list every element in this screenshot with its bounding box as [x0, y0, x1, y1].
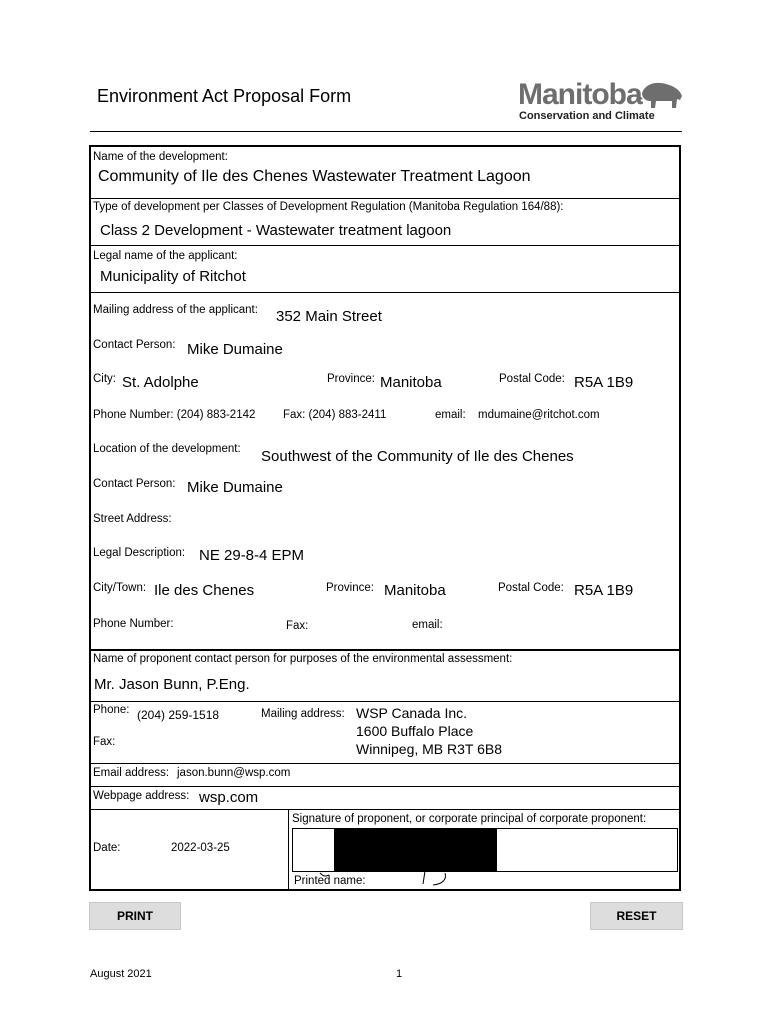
proposal-form	[89, 145, 681, 891]
dev-type-field[interactable]: Class 2 Development - Wastewater treatment lagoon	[100, 222, 452, 239]
signature-scribble	[317, 869, 457, 889]
divider	[91, 701, 679, 702]
loc-email-label: email:	[412, 619, 443, 631]
loc-province-field[interactable]: Manitoba	[384, 582, 446, 599]
applicant-label: Legal name of the applicant:	[93, 250, 238, 262]
proponent-field[interactable]: Mr. Jason Bunn, P.Eng.	[94, 676, 250, 693]
prop-phone-label: Phone:	[93, 704, 130, 716]
web-field[interactable]: wsp.com	[199, 789, 259, 806]
prop-mail-label: Mailing address:	[261, 708, 345, 720]
province-label: Province:	[327, 373, 375, 385]
city-field[interactable]: St. Adolphe	[122, 374, 199, 391]
contact-field[interactable]: Mike Dumaine	[187, 341, 283, 358]
location-field[interactable]: Southwest of the Community of Ile des Chenes	[261, 448, 574, 465]
loc-fax-label: Fax:	[286, 620, 309, 632]
form-title: Environment Act Proposal Form	[97, 86, 352, 106]
province-field[interactable]: Manitoba	[380, 374, 442, 391]
divider	[91, 292, 679, 293]
loc-contact-field[interactable]: Mike Dumaine	[187, 479, 283, 496]
print-button[interactable]: PRINT	[89, 902, 181, 930]
logo-wordmark: Manitoba	[518, 78, 642, 111]
location-label: Location of the development:	[93, 443, 241, 455]
redacted-signature	[334, 829, 497, 871]
signature-label: Signature of proponent, or corporate principal of corporate proponent:	[292, 813, 647, 825]
dev-type-label: Type of development per Classes of Development Regulation (Manitoba Regulation 164/88):	[93, 201, 564, 213]
proponent-label: Name of proponent contact person for purposes of the environmental assessment:	[93, 653, 513, 665]
reset-button[interactable]: RESET	[590, 902, 683, 930]
prop-mail-line2[interactable]: 1600 Buffalo Place	[356, 723, 474, 739]
date-label: Date:	[93, 842, 121, 854]
loc-phone-label: Phone Number:	[93, 618, 174, 630]
divider	[91, 809, 679, 810]
divider	[91, 649, 679, 651]
street-label: Street Address:	[93, 513, 172, 525]
prop-mail-line1[interactable]: WSP Canada Inc.	[356, 705, 468, 721]
prop-phone-field[interactable]: (204) 259-1518	[137, 708, 220, 722]
dev-name-field[interactable]: Community of Ile des Chenes Wastewater Treatment Lagoon	[98, 168, 531, 185]
prop-fax-label: Fax:	[93, 736, 116, 748]
email-label: email:	[435, 409, 466, 421]
loc-postal-field[interactable]: R5A 1B9	[574, 582, 634, 599]
divider	[91, 198, 679, 199]
dev-name-label: Name of the development:	[93, 151, 228, 163]
postal-label: Postal Code:	[499, 373, 565, 385]
loc-province-label: Province:	[326, 582, 374, 594]
manitoba-logo	[518, 78, 683, 126]
logo-subtitle: Conservation and Climate	[519, 110, 655, 122]
header-divider	[90, 131, 682, 132]
printed-name-label: Printed name:	[294, 875, 366, 887]
prop-email-field[interactable]: jason.bunn@wsp.com	[177, 767, 291, 779]
email-field[interactable]: mdumaine@ritchot.com	[478, 409, 600, 421]
date-field[interactable]: 2022-03-25	[171, 842, 230, 854]
divider	[91, 245, 679, 246]
city-label: City:	[93, 373, 116, 385]
divider	[288, 809, 289, 891]
prop-email-label: Email address:	[93, 767, 170, 779]
legal-field[interactable]: NE 29-8-4 EPM	[199, 547, 305, 564]
divider	[91, 763, 679, 764]
mailing-field[interactable]: 352 Main Street	[276, 308, 382, 325]
page-number: 1	[396, 968, 403, 980]
loc-contact-label: Contact Person:	[93, 478, 176, 490]
phone-line: Phone Number: (204) 883-2142	[93, 409, 256, 421]
web-label: Webpage address:	[93, 790, 190, 802]
bison-icon	[636, 80, 684, 110]
contact-label: Contact Person:	[93, 339, 176, 351]
mailing-label: Mailing address of the applicant:	[93, 304, 258, 316]
footer-date: August 2021	[90, 968, 152, 980]
town-label: City/Town:	[93, 582, 147, 594]
loc-postal-label: Postal Code:	[498, 582, 564, 594]
divider	[91, 786, 679, 787]
postal-field[interactable]: R5A 1B9	[574, 374, 634, 391]
fax-line: Fax: (204) 883-2411	[283, 409, 387, 421]
town-field[interactable]: Ile des Chenes	[154, 582, 255, 599]
applicant-field[interactable]: Municipality of Ritchot	[100, 268, 246, 285]
legal-label: Legal Description:	[93, 547, 186, 559]
prop-mail-line3[interactable]: Winnipeg, MB R3T 6B8	[356, 741, 503, 757]
